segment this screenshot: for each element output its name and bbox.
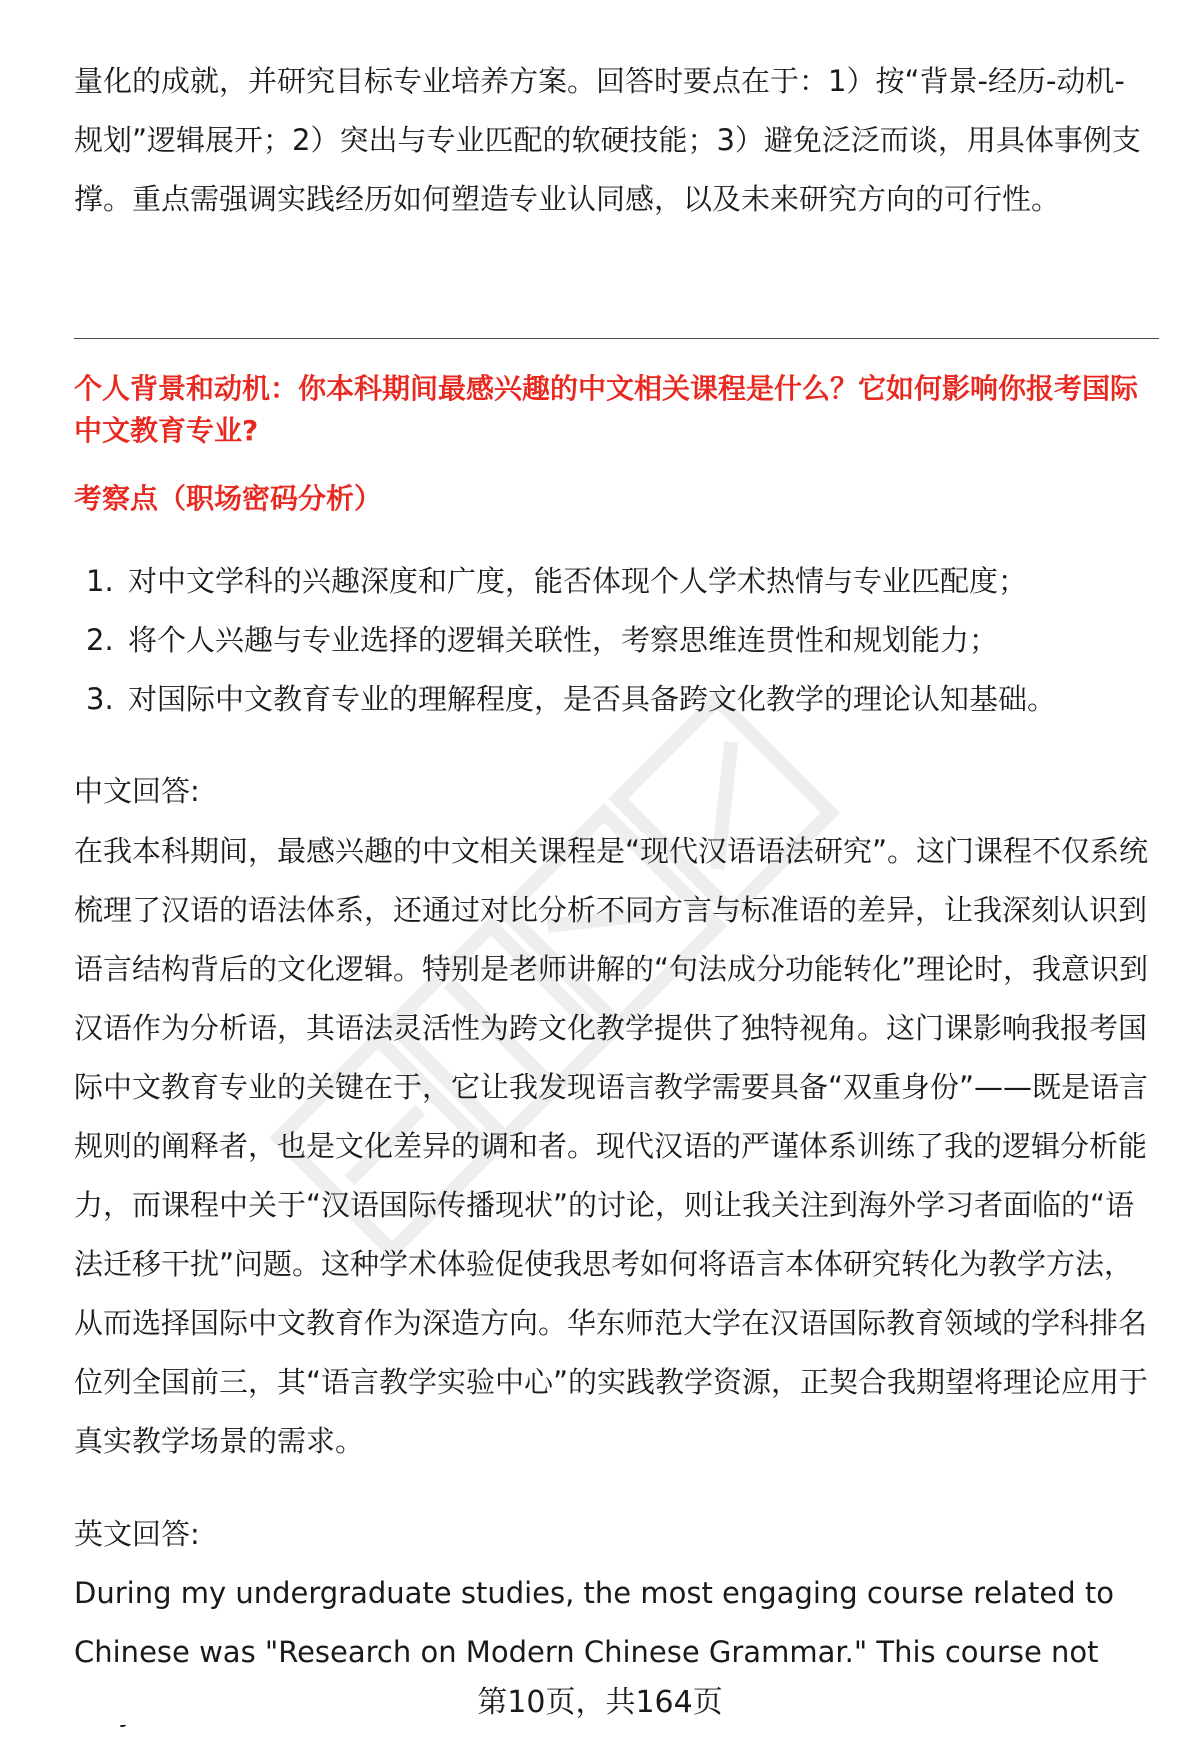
english-answer-label: 英文回答: [74,1517,200,1551]
focus-points-list [74,552,1154,729]
question-title: 个人背景和动机：你本科期间最感兴趣的中文相关课程是什么？它如何影响你报考国际中文教育专业? [74,372,1139,447]
list-item-number: 2. [86,623,114,657]
list-item-text: 将个人兴趣与专业选择的逻辑关联性，考察思维连贯性和规划能力； [128,623,999,657]
focus-heading: 考察点（职场密码分析） [74,482,383,515]
list-item-text: 对中文学科的兴趣深度和广度，能否体现个人学术热情与专业匹配度； [128,564,1028,598]
list-item [74,611,1154,670]
chinese-answer-label: 中文回答: [74,774,200,808]
english-answer-text: During my undergraduate studies, the most engaging course related to Chinese was "Research on Modern Chinese Grammar." This course not [74,1576,1114,1669]
page-indicator: 第10页，共164页 [0,1681,1200,1725]
chinese-answer-text: 在我本科期间，最感兴趣的中文相关课程是“现代汉语语法研究”。这门课程不仅系统梳理了汉语的语法体系，还通过对比分析不同方言与标准语的差异，让我深刻认识到语言结构背后的文化逻辑。特别是老师讲解的“句法成分功能转化”理论时，我意识到汉语作为分析语，其语法灵活性为跨文化教学提供了独特视角。这门课影响我报考国际中文教育专业的关键在于，它让我发现语言教学需要具备“双重身份”——既是语言规则的阐释者，也是文化差异的调和者。现代汉语的严谨体系训练了我的逻辑分析能力，而课程中关于“汉语国际传播现状”的讨论，则让我关注到海外学习者面临的“语法迁移干扰”问题。这种学术体验促使我思考如何将语言本体研究转化为教学方法，从而选择国际中文教育作为深造方向。华东师范大学在汉语国际教育领域的学科排名位列全国前三，其“语言教学实验中心”的实践教学资源，正契合我期望将理论应用于真实教学场景的需求。 [74,834,1149,1458]
list-item-text: 对国际中文教育专业的理解程度，是否具备跨文化教学的理论认知基础。 [128,682,1057,716]
section-divider [74,338,1159,339]
list-item-number: 3. [86,682,114,716]
list-item [74,552,1154,611]
list-item [74,670,1154,729]
intro-paragraph: 量化的成就，并研究目标专业培养方案。回答时要点在于：1）按“背景-经历-动机-规划”逻辑展开；2）突出与专业匹配的软硬技能；3）避免泛泛而谈，用具体事例支撑。重点需强调实践经历如何塑造专业认同感，以及未来研究方向的可行性。 [74,64,1141,216]
list-item-number: 1. [86,564,114,598]
